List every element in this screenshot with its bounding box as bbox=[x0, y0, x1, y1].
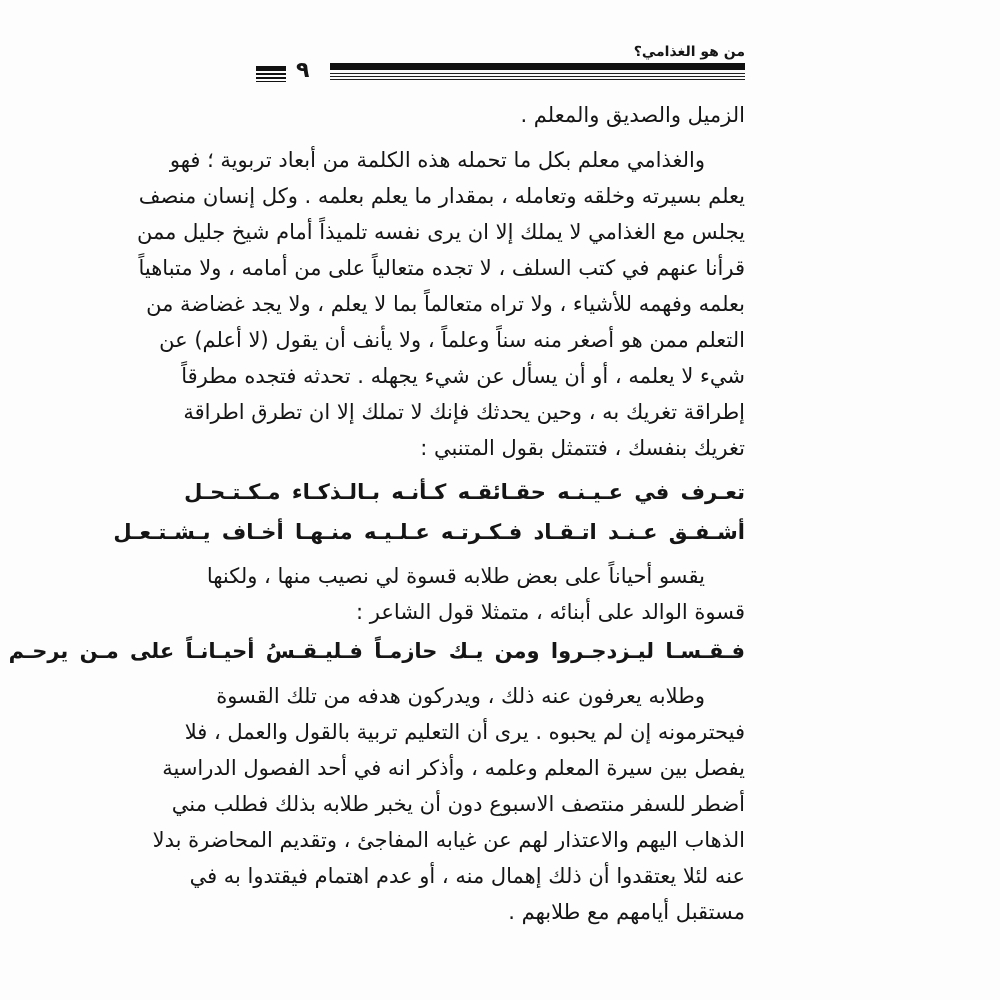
running-header-title: من هو الغذامي؟ bbox=[633, 44, 745, 60]
text-line: الزميل والصديق والمعلم . bbox=[520, 103, 745, 127]
text-line: شيء لا يعلمه ، أو أن يسأل عن شيء يجهله . تحدثه فتجده مطرقاً bbox=[181, 364, 745, 388]
text-line: يجلس مع الغذامي لا يملك إلا ان يرى نفسه تلميذاً أمام شيخ جليل ممن bbox=[137, 220, 745, 244]
text-line: مستقبل أيامهم مع طلابهم . bbox=[508, 900, 745, 924]
header-rule-thin bbox=[330, 79, 745, 80]
text-line: قسوة الوالد على أبنائه ، متمثلا قول الشاعر : bbox=[356, 600, 745, 624]
text-line: فيحترمونه إن لم يحبوه . يرى أن التعليم تربية بالقول والعمل ، فلا bbox=[184, 720, 745, 744]
page-number-ornament bbox=[256, 77, 286, 79]
verse-line: أشـفـق عـنـد اتـقـاد فـكـرتـه عـلـيـه منـهـا أخـاف يـشـتـعـل bbox=[113, 520, 745, 544]
verse-line: فـقـسـا ليـزدجـروا ومن يـك حازمـاً فـليـقـسُ أحيـانـاً على مـن يرحـم bbox=[8, 639, 745, 663]
page-number-ornament bbox=[256, 81, 286, 82]
text-line: يفصل بين سيرة المعلم وعلمه ، وأذكر انه في أحد الفصول الدراسية bbox=[162, 756, 745, 780]
text-line: الذهاب اليهم والاعتذار لهم عن غيابه المفاجئ ، وتقديم المحاضرة بدلا bbox=[152, 828, 745, 852]
text-line: قرأنا عنهم في كتب السلف ، لا تجده متعالياً على من أمامه ، ولا متباهياً bbox=[138, 256, 745, 280]
text-line: تغريك بنفسك ، فتتمثل بقول المتنبي : bbox=[420, 436, 745, 460]
paragraph-start: والغذامي معلم بكل ما تحمله هذه الكلمة من أبعاد تربوية ؛ فهو bbox=[169, 148, 705, 172]
text-line: إطراقة تغريك به ، وحين يحدثك فإنك لا تملك إلا ان تطرق اطراقة bbox=[183, 400, 745, 424]
text-line: يعلم بسيرته وخلقه وتعامله ، بمقدار ما يعلم بعلمه . وكل إنسان منصف bbox=[138, 184, 745, 208]
verse-line: تعـرف في عـيـنـه حقـائقـه كـأنـه بـالـذكـاء مـكـتـحـل bbox=[184, 480, 745, 504]
text-line: بعلمه وفهمه للأشياء ، ولا تراه متعالماً بما لا يعلم ، ولا يجد غضاضة من bbox=[146, 292, 745, 316]
paragraph-start: يقسو أحياناً على بعض طلابه قسوة لي نصيب منها ، ولكنها bbox=[206, 564, 705, 588]
page-number: ٩ bbox=[296, 58, 310, 83]
page-number-ornament bbox=[256, 73, 286, 75]
paragraph-start: وطلابه يعرفون عنه ذلك ، ويدركون هدفه من تلك القسوة bbox=[216, 684, 705, 708]
text-line: عنه لئلا يعتقدوا أن ذلك إهمال منه ، أو عدم اهتمام فيقتدوا به في bbox=[189, 864, 745, 888]
text-line: أضطر للسفر منتصف الاسبوع دون أن يخبر طلابه بذلك فطلب مني bbox=[171, 792, 745, 816]
header-rule-thin bbox=[330, 76, 745, 77]
header-rule bbox=[330, 63, 745, 70]
header-rule-thin bbox=[330, 73, 745, 74]
page-number-ornament bbox=[256, 66, 286, 71]
text-line: التعلم ممن هو أصغر منه سناً وعلماً ، ولا يأنف أن يقول (لا أعلم) عن bbox=[159, 328, 745, 352]
